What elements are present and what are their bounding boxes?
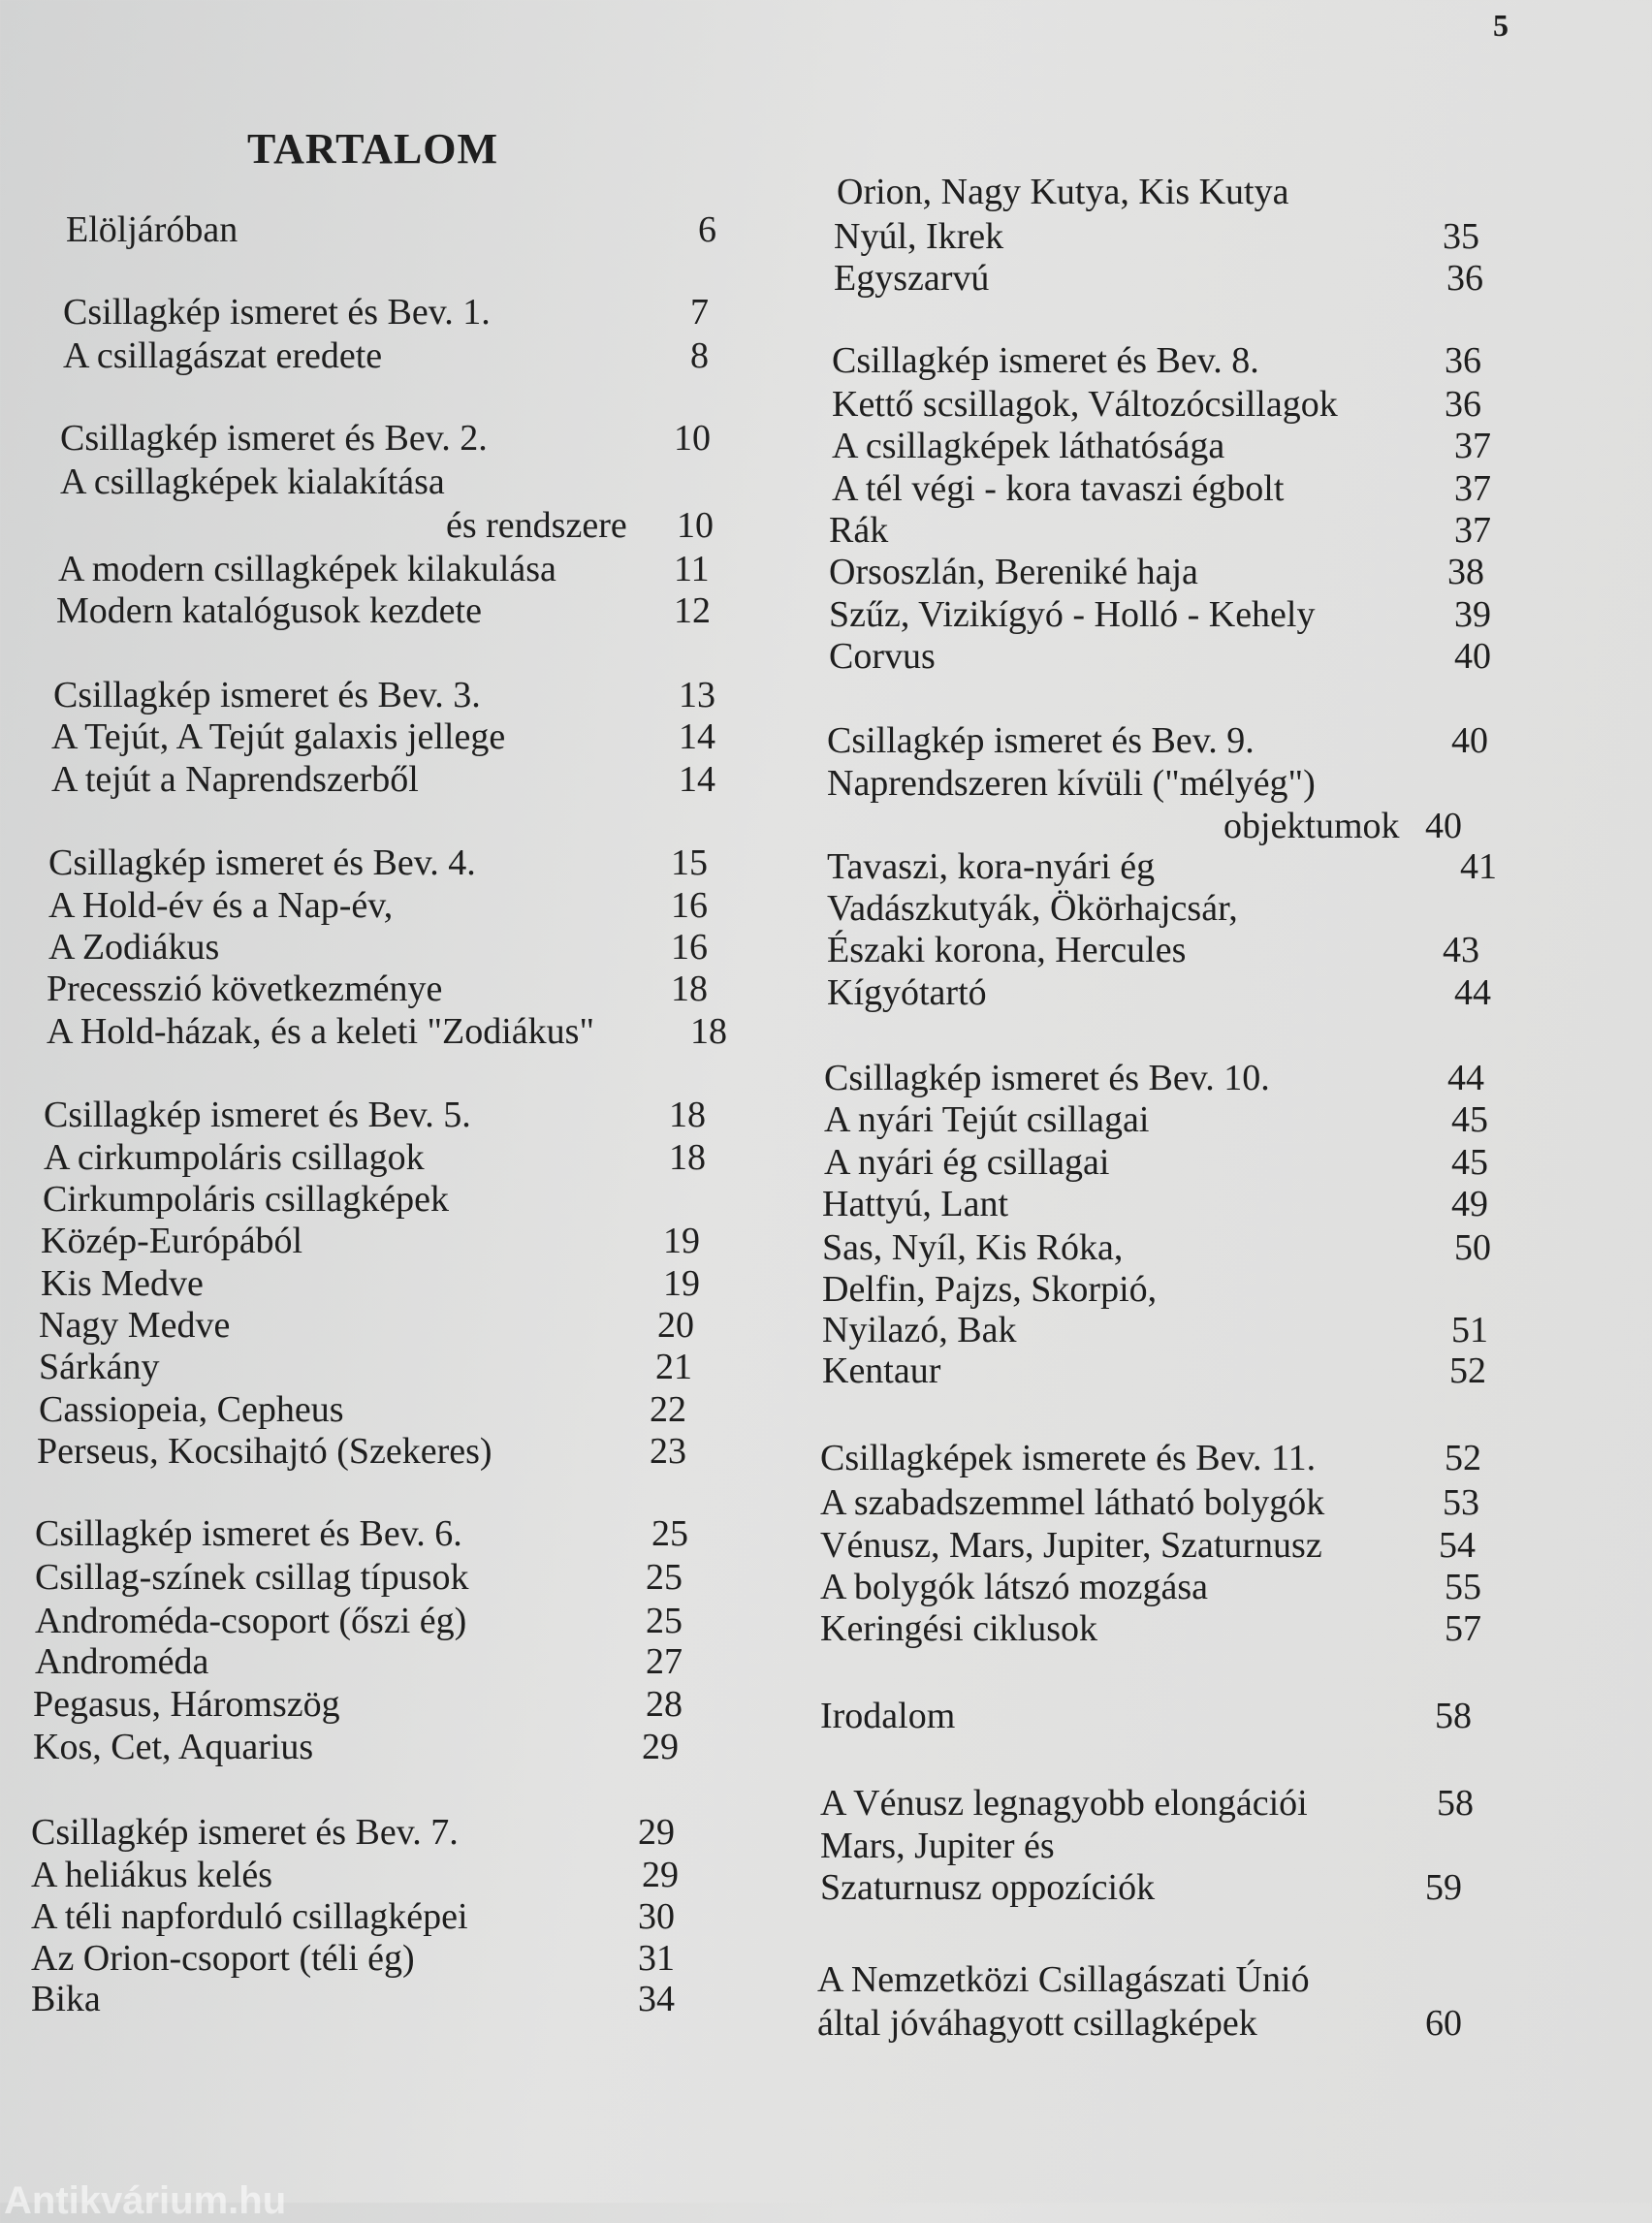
toc-entry-page: 52 xyxy=(1445,1438,1481,1478)
toc-entry-page: 10 xyxy=(674,418,711,459)
toc-entry-page: 7 xyxy=(690,292,709,333)
toc-entry-title: Delfin, Pajzs, Skorpió, xyxy=(822,1269,1158,1310)
toc-entry-title: Elöljáróban xyxy=(66,209,238,250)
toc-entry-page: 29 xyxy=(638,1812,675,1853)
toc-entry-title: A Zodiákus xyxy=(48,927,220,968)
toc-entry-title: A Vénusz legnagyobb elongációi xyxy=(820,1783,1308,1824)
toc-entry-page: 40 xyxy=(1425,806,1462,846)
toc-entry-title: Csillagkép ismeret és Bev. 3. xyxy=(53,675,481,715)
toc-entry-page: 51 xyxy=(1451,1310,1488,1350)
toc-entry-title: Csillagképek ismerete és Bev. 11. xyxy=(820,1438,1317,1478)
toc-entry-title: A heliákus kelés xyxy=(31,1855,273,1895)
toc-entry-title: A nyári Tejút csillagai xyxy=(824,1099,1150,1140)
toc-entry-title: Kígyótartó xyxy=(827,972,987,1013)
toc-entry-title: A Tejút, A Tejút galaxis jellege xyxy=(51,716,506,757)
toc-entry-title: Nyúl, Ikrek xyxy=(834,216,1004,257)
toc-entry-title: Csillag-színek csillag típusok xyxy=(35,1557,469,1598)
toc-entry-title: Tavaszi, kora-nyári ég xyxy=(827,846,1156,887)
toc-entry-title: A nyári ég csillagai xyxy=(824,1142,1110,1183)
toc-entry-page: 11 xyxy=(674,549,710,589)
toc-entry-page: 25 xyxy=(646,1601,683,1641)
toc-entry-page: 37 xyxy=(1454,426,1491,466)
toc-entry-page: 18 xyxy=(669,1137,706,1178)
toc-entry-page: 36 xyxy=(1445,340,1481,381)
toc-entry-page: 19 xyxy=(663,1221,700,1261)
toc-entry-page: 39 xyxy=(1454,594,1491,635)
toc-entry-page: 52 xyxy=(1449,1350,1486,1391)
toc-entry-page: 45 xyxy=(1451,1099,1488,1140)
toc-entry-title: A Hold-év és a Nap-év, xyxy=(48,885,394,926)
toc-entry-page: 36 xyxy=(1446,258,1483,299)
toc-entry-page: 23 xyxy=(650,1431,686,1472)
toc-entry-title: Pegasus, Háromszög xyxy=(33,1684,340,1725)
toc-entry-title: Az Orion-csoport (téli ég) xyxy=(31,1938,415,1979)
toc-entry-page: 34 xyxy=(638,1979,675,2019)
toc-entry-page: 20 xyxy=(657,1305,694,1346)
toc-entry-title: Sas, Nyíl, Kis Róka, xyxy=(822,1227,1124,1268)
toc-entry-page: 29 xyxy=(642,1855,679,1895)
toc-entry-title: Androméda-csoport (őszi ég) xyxy=(35,1601,467,1641)
toc-entry-title: Nyilazó, Bak xyxy=(822,1310,1017,1350)
toc-entry-title: Vénusz, Mars, Jupiter, Szaturnusz xyxy=(820,1525,1322,1566)
toc-entry-title: Csillagkép ismeret és Bev. 8. xyxy=(832,340,1259,381)
toc-entry-title: objektumok xyxy=(1223,806,1400,846)
toc-entry-title: Hattyú, Lant xyxy=(822,1184,1009,1224)
toc-entry-page: 40 xyxy=(1451,720,1488,761)
toc-entry-title: A csillagképek kialakítása xyxy=(60,461,445,502)
toc-entry-page: 44 xyxy=(1447,1058,1484,1098)
toc-entry-page: 22 xyxy=(650,1389,686,1430)
toc-entry-title: A szabadszemmel látható bolygók xyxy=(820,1482,1325,1523)
toc-entry-title: A cirkumpoláris csillagok xyxy=(44,1137,425,1178)
toc-entry-page: 58 xyxy=(1435,1696,1472,1736)
toc-entry-title: Közép-Európából xyxy=(41,1221,303,1261)
toc-entry-title: Precesszió következménye xyxy=(47,969,443,1009)
toc-entry-title: Nagy Medve xyxy=(39,1305,231,1346)
toc-entry-page: 19 xyxy=(663,1263,700,1304)
toc-entry-page: 12 xyxy=(674,590,711,631)
toc-entry-title: Cassiopeia, Cepheus xyxy=(39,1389,344,1430)
toc-entry-title: A tél végi - kora tavaszi égbolt xyxy=(832,468,1285,509)
toc-entry-title: A Nemzetközi Csillagászati Únió xyxy=(817,1959,1310,2000)
toc-entry-page: 8 xyxy=(690,335,709,376)
toc-entry-page: 37 xyxy=(1454,468,1491,509)
toc-entry-page: 58 xyxy=(1437,1783,1474,1824)
toc-entry-page: 59 xyxy=(1425,1867,1462,1908)
toc-entry-page: 14 xyxy=(679,759,715,800)
toc-entry-title: Irodalom xyxy=(820,1696,956,1736)
toc-entry-title: A Hold-házak, és a keleti "Zodiákus" xyxy=(47,1011,594,1052)
toc-entry-page: 13 xyxy=(679,675,715,715)
toc-entry-title: Kentaur xyxy=(822,1350,941,1391)
toc-entry-page: 21 xyxy=(655,1347,692,1387)
toc-entry-title: Csillagkép ismeret és Bev. 7. xyxy=(31,1812,459,1853)
toc-entry-page: 43 xyxy=(1443,930,1479,970)
toc-entry-title: Keringési ciklusok xyxy=(820,1608,1098,1649)
toc-entry-title: Naprendszeren kívüli ("mélyég") xyxy=(827,763,1316,804)
toc-entry-title: Északi korona, Hercules xyxy=(827,930,1187,970)
toc-entry-title: Orion, Nagy Kutya, Kis Kutya xyxy=(837,172,1289,212)
toc-entry-page: 29 xyxy=(642,1727,679,1767)
toc-entry-title: Csillagkép ismeret és Bev. 6. xyxy=(35,1513,462,1554)
toc-entry-title: Sárkány xyxy=(39,1347,160,1387)
watermark: Antikvárium.hu xyxy=(4,2179,287,2222)
toc-entry-page: 28 xyxy=(646,1684,683,1725)
toc-entry-page: 16 xyxy=(671,927,708,968)
toc-entry-page: 16 xyxy=(671,885,708,926)
toc-entry-title: Modern katalógusok kezdete xyxy=(56,590,482,631)
toc-entry-page: 10 xyxy=(677,505,714,546)
toc-entry-page: 31 xyxy=(638,1938,675,1979)
toc-entry-title: Androméda xyxy=(35,1641,209,1682)
toc-entry-title: A bolygók látszó mozgása xyxy=(820,1567,1208,1607)
toc-entry-page: 54 xyxy=(1439,1525,1476,1566)
toc-entry-page: 35 xyxy=(1443,216,1479,257)
toc-entry-title: Orsoszlán, Bereniké haja xyxy=(829,552,1198,592)
toc-entry-page: 30 xyxy=(638,1896,675,1937)
toc-entry-page: 18 xyxy=(671,969,708,1009)
toc-entry-title: Egyszarvú xyxy=(834,258,990,299)
toc-entry-page: 37 xyxy=(1454,510,1491,551)
toc-entry-title: Csillagkép ismeret és Bev. 5. xyxy=(44,1095,471,1135)
toc-entry-page: 6 xyxy=(698,209,716,250)
toc-entry-title: Szűz, Vizikígyó - Holló - Kehely xyxy=(829,594,1316,635)
toc-entry-page: 18 xyxy=(690,1011,727,1052)
toc-entry-title: Vadászkutyák, Ökörhajcsár, xyxy=(827,888,1238,929)
page-title: TARTALOM xyxy=(247,125,499,173)
toc-entry-title: Rák xyxy=(829,510,889,551)
toc-entry-title: Kettő scsillagok, Változócsillagok xyxy=(832,384,1338,425)
toc-entry-title: Kis Medve xyxy=(41,1263,204,1304)
toc-entry-page: 27 xyxy=(646,1641,683,1682)
toc-entry-title: Mars, Jupiter és xyxy=(820,1826,1055,1866)
toc-entry-title: A téli napforduló csillagképei xyxy=(31,1896,468,1937)
toc-entry-title: Kos, Cet, Aquarius xyxy=(33,1727,314,1767)
toc-entry-title: Cirkumpoláris csillagképek xyxy=(43,1179,449,1220)
toc-entry-title: A csillagképek láthatósága xyxy=(832,426,1225,466)
toc-entry-page: 60 xyxy=(1425,2003,1462,2044)
toc-entry-page: 25 xyxy=(651,1513,688,1554)
toc-entry-title: A modern csillagképek kilakulása xyxy=(58,549,556,589)
page-number: 5 xyxy=(1493,8,1509,43)
toc-entry-page: 18 xyxy=(669,1095,706,1135)
toc-entry-title: A csillagászat eredete xyxy=(63,335,383,376)
toc-entry-page: 45 xyxy=(1451,1142,1488,1183)
toc-entry-page: 49 xyxy=(1451,1184,1488,1224)
toc-entry-page: 40 xyxy=(1454,636,1491,677)
toc-entry-page: 14 xyxy=(679,716,715,757)
toc-entry-title: A tejút a Naprendszerből xyxy=(51,759,419,800)
toc-entry-title: Bika xyxy=(31,1979,101,2019)
toc-entry-page: 57 xyxy=(1445,1608,1481,1649)
toc-entry-title: és rendszere xyxy=(446,505,627,546)
toc-entry-title: Csillagkép ismeret és Bev. 10. xyxy=(824,1058,1270,1098)
toc-entry-page: 50 xyxy=(1454,1227,1491,1268)
toc-entry-page: 44 xyxy=(1454,972,1491,1013)
toc-entry-page: 36 xyxy=(1445,384,1481,425)
toc-entry-title: Csillagkép ismeret és Bev. 2. xyxy=(60,418,488,459)
toc-entry-title: Csillagkép ismeret és Bev. 4. xyxy=(48,842,476,883)
toc-entry-title: Szaturnusz oppozíciók xyxy=(820,1867,1156,1908)
toc-entry-title: Csillagkép ismeret és Bev. 9. xyxy=(827,720,1255,761)
toc-entry-title: Csillagkép ismeret és Bev. 1. xyxy=(63,292,491,333)
toc-entry-page: 41 xyxy=(1460,846,1497,887)
toc-entry-page: 55 xyxy=(1445,1567,1481,1607)
toc-entry-title: Perseus, Kocsihajtó (Szekeres) xyxy=(37,1431,492,1472)
toc-entry-title: által jóváhagyott csillagképek xyxy=(817,2003,1257,2044)
toc-entry-page: 25 xyxy=(646,1557,683,1598)
toc-entry-title: Corvus xyxy=(829,636,936,677)
toc-entry-page: 53 xyxy=(1443,1482,1479,1523)
toc-entry-page: 15 xyxy=(671,842,708,883)
toc-entry-page: 38 xyxy=(1447,552,1484,592)
